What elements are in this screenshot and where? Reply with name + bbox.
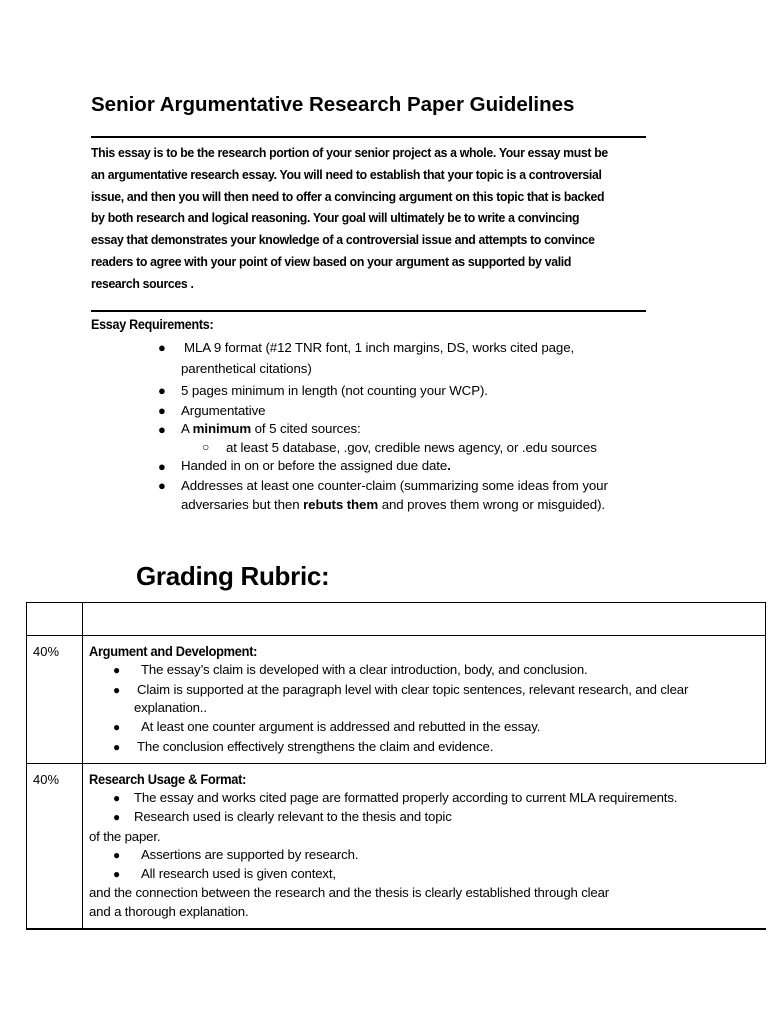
requirement-emphasis: rebuts them [303, 497, 379, 512]
bullet-icon: ● [158, 340, 166, 355]
table-border-left [26, 602, 27, 929]
bullet-icon: ● [113, 740, 121, 754]
circle-bullet-icon: ○ [202, 440, 210, 454]
table-row-divider [26, 763, 766, 764]
criteria-item: All research used is given context, [141, 866, 336, 881]
requirement-text: and proves them wrong or misguided). [378, 497, 605, 512]
intro-line: readers to agree with your point of view based on your argument as supported by valid [91, 253, 572, 269]
bullet-icon: ● [113, 663, 121, 677]
criteria-item-continued: explanation.. [134, 700, 207, 715]
criteria-item: Research used is clearly relevant to the thesis and topic [134, 809, 452, 824]
document-title: Senior Argumentative Research Paper Guidelines [91, 93, 575, 116]
intro-line: essay that demonstrates your knowledge of a controversial issue and attempts to convince [91, 232, 595, 248]
intro-paragraph [91, 142, 649, 295]
requirement-text: Handed in on or before the assigned due date [181, 458, 448, 473]
criteria-item: At least one counter argument is addressed and rebutted in the essay. [141, 719, 541, 734]
requirement-emphasis: minimum [192, 421, 252, 436]
criteria-heading: Research Usage & Format: [89, 772, 247, 787]
bullet-icon: ● [158, 383, 166, 398]
requirement-item: 5 pages minimum in length (not counting your WCP). [181, 383, 488, 398]
requirement-emphasis: . [447, 458, 451, 473]
bullet-icon: ● [113, 867, 121, 881]
bullet-icon: ● [158, 459, 166, 474]
bullet-icon: ● [113, 848, 121, 862]
bullet-icon: ● [158, 422, 166, 437]
table-row-divider [26, 635, 766, 636]
table-border-right [765, 602, 766, 763]
table-column-divider [82, 602, 83, 929]
intro-line: This essay is to be the research portion of your senior project as a whole. Your essay must be [91, 145, 608, 160]
criteria-text: and the connection between the research and the thesis is clearly established through clear [89, 885, 610, 900]
bullet-icon: ● [158, 403, 166, 418]
bullet-icon: ● [113, 791, 121, 805]
requirement-item [181, 421, 361, 436]
intro-line: by both research and logical reasoning. Your goal will ultimately be to write a convincing [91, 210, 580, 226]
intro-line: research sources . [91, 275, 194, 291]
requirement-item: Argumentative [181, 403, 266, 418]
bullet-icon: ● [158, 478, 166, 493]
intro-line: issue, and then you will then need to offer a convincing argument on this topic that is backed [91, 188, 605, 204]
criteria-item: The essay and works cited page are formatted properly according to current MLA requirements. [134, 790, 678, 805]
requirements-heading: Essay Requirements: [91, 317, 214, 332]
requirement-item-continued: parenthetical citations) [181, 361, 312, 376]
table-border-top [26, 602, 766, 603]
bullet-icon: ● [113, 683, 121, 697]
table-border-bottom [26, 928, 766, 930]
requirement-text: A [181, 421, 193, 436]
criteria-item: The essay’s claim is developed with a clear introduction, body, and conclusion. [141, 662, 588, 677]
bullet-icon: ● [113, 810, 121, 824]
criteria-text: and a thorough explanation. [89, 904, 249, 919]
middle-divider [91, 310, 646, 312]
criteria-heading: Argument and Development: [89, 644, 258, 659]
top-divider [91, 136, 646, 138]
requirement-item: Addresses at least one counter-claim (summarizing some ideas from your [181, 478, 608, 493]
requirement-text: adversaries but then [181, 497, 304, 512]
requirement-text: of 5 cited sources: [251, 421, 361, 436]
requirement-item: MLA 9 format (#12 TNR font, 1 inch margins, DS, works cited page, [184, 340, 575, 355]
intro-line: an argumentative research essay. You will need to establish that your topic is a controversial [91, 166, 602, 182]
rubric-title: Grading Rubric: [136, 561, 330, 591]
bullet-icon: ● [113, 720, 121, 734]
requirement-item [181, 458, 451, 473]
weight-cell: 40% [33, 772, 60, 787]
criteria-text: of the paper. [89, 829, 161, 844]
criteria-item: The conclusion effectively strengthens the claim and evidence. [137, 739, 494, 754]
requirement-item-continued [181, 497, 605, 512]
requirement-subitem: at least 5 database, .gov, credible news agency, or .edu sources [226, 440, 597, 455]
criteria-item: Assertions are supported by research. [141, 847, 359, 862]
weight-cell: 40% [33, 644, 60, 659]
criteria-item: Claim is supported at the paragraph level with clear topic sentences, relevant research, and clear [137, 682, 689, 697]
